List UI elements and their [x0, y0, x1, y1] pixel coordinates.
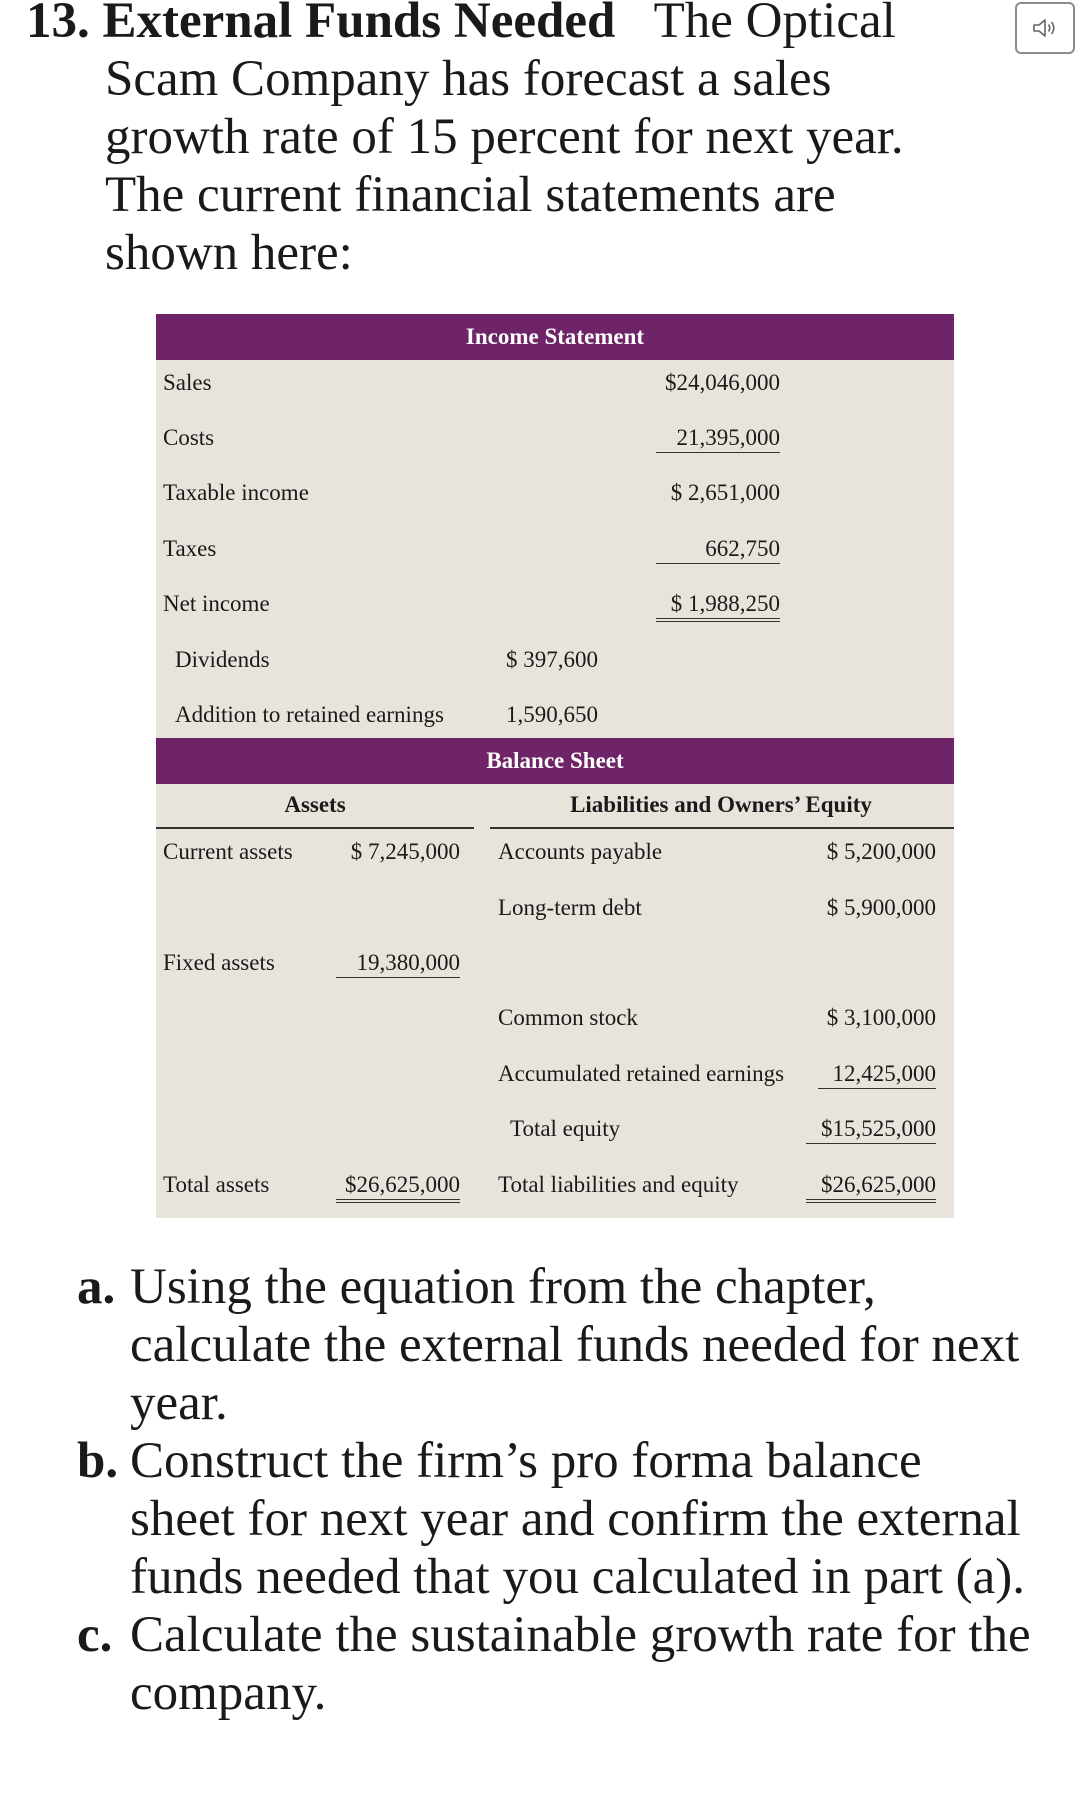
long-term-debt-label: Long-term debt: [498, 895, 642, 920]
question-text: Construct the firm’s pro forma balance sheet for next year and confirm the external funds needed that you calculated in part (a).: [130, 1433, 1025, 1605]
accum-re-label: Accumulated retained earnings: [498, 1061, 785, 1086]
costs-label: Costs: [163, 425, 215, 450]
total-le-value: $26,625,000: [806, 1171, 936, 1203]
question-label: a.: [77, 1259, 116, 1315]
income-statement-title: Income Statement: [156, 314, 954, 360]
liabilities-header-rule: [490, 827, 954, 829]
costs-value: 21,395,000: [656, 424, 780, 453]
total-equity-value: $15,525,000: [806, 1115, 936, 1144]
total-le-label: Total liabilities and equity: [498, 1172, 739, 1197]
problem-text-rest: Scam Company has forecast a sales growth rate of 15 percent for next year. The current financial statements are shown here:: [105, 51, 904, 281]
total-equity-label: Total equity: [510, 1116, 621, 1141]
question-c: [77, 1606, 1037, 1722]
question-b: [77, 1432, 1037, 1606]
problem-text-first: The Optical: [653, 0, 896, 49]
taxes-value: 662,750: [656, 535, 780, 564]
long-term-debt-value: $ 5,900,000: [826, 895, 936, 920]
problem-statement: [26, 0, 956, 282]
question-a: [77, 1258, 1037, 1432]
sales-label: Sales: [163, 370, 212, 395]
addition-re-label: Addition to retained earnings: [175, 702, 444, 727]
question-label: c.: [77, 1607, 113, 1663]
accounts-payable-label: Accounts payable: [498, 839, 663, 864]
question-text: Calculate the sustainable growth rate for the company.: [130, 1607, 1031, 1721]
total-assets-value: $26,625,000: [336, 1171, 460, 1203]
problem-heading: External Funds Needed: [102, 0, 616, 49]
balance-sheet-title: Balance Sheet: [156, 738, 954, 784]
fixed-assets-value: 19,380,000: [336, 949, 460, 978]
net-income-label: Net income: [163, 591, 270, 616]
accounts-payable-value: $ 5,200,000: [826, 839, 936, 864]
accum-re-value: 12,425,000: [818, 1060, 936, 1089]
assets-header-rule: [156, 827, 474, 829]
common-stock-label: Common stock: [498, 1005, 638, 1030]
current-assets-value: $ 7,245,000: [350, 839, 460, 864]
question-list: [77, 1258, 1037, 1722]
taxable-income-value: $ 2,651,000: [670, 480, 780, 505]
speaker-icon: [1032, 18, 1058, 38]
taxable-income-label: Taxable income: [163, 480, 309, 505]
total-assets-label: Total assets: [163, 1172, 270, 1197]
sales-value: $24,046,000: [665, 370, 780, 395]
assets-header: Assets: [284, 792, 346, 817]
net-income-value: $ 1,988,250: [656, 590, 780, 622]
audio-button[interactable]: [1015, 2, 1075, 54]
financial-statements: [156, 314, 954, 1218]
common-stock-value: $ 3,100,000: [826, 1005, 936, 1030]
fixed-assets-label: Fixed assets: [163, 950, 275, 975]
problem-number: 13.: [26, 0, 90, 49]
current-assets-label: Current assets: [163, 839, 293, 864]
taxes-label: Taxes: [163, 536, 217, 561]
question-label: b.: [77, 1433, 119, 1489]
addition-re-value: 1,590,650: [506, 702, 598, 727]
dividends-label: Dividends: [175, 647, 270, 672]
liabilities-header: Liabilities and Owners’ Equity: [570, 792, 872, 817]
dividends-value: $ 397,600: [506, 647, 598, 672]
question-text: Using the equation from the chapter, calculate the external funds needed for next year.: [130, 1259, 1020, 1431]
